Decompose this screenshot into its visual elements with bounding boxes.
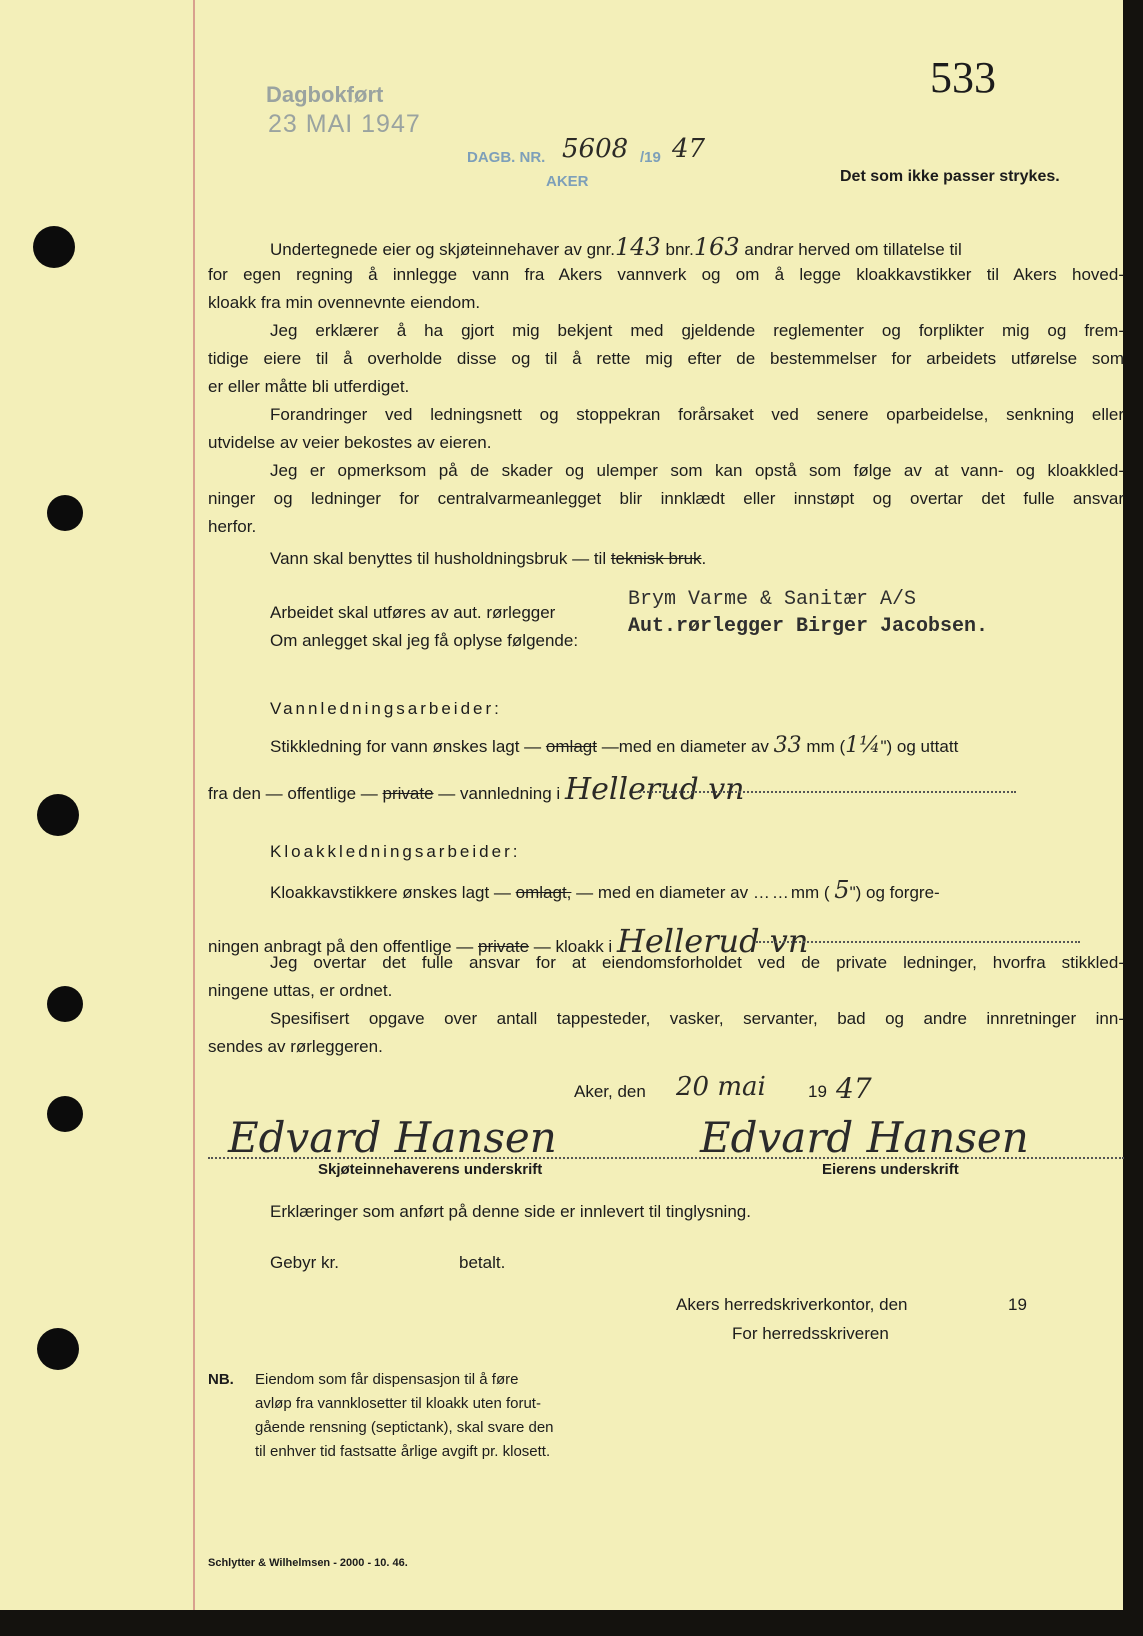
kloakk-text-f: — kloakk i: [533, 937, 613, 956]
paragraph-3: [208, 401, 1124, 457]
printer-imprint: Schlytter & Wilhelmsen - 2000 - 10. 46.: [208, 1557, 408, 1569]
vann-line2: [208, 772, 744, 807]
signature-dotline: [208, 1157, 1124, 1159]
kloakk-line1: Kloakkavstikkere ønskes lagt — omlagt, — med en diameter av ……mm ( 5") og forgre-: [270, 876, 940, 904]
kloakk-text-a: Kloakkavstikkere ønskes lagt —: [270, 883, 511, 902]
vann-text-c: mm (: [806, 737, 846, 756]
p4-line2: ninger og ledninger for centralvarmeanlegget blir innklædt eller innstøpt og overtar det fulle ansvar: [208, 489, 1124, 508]
date-year: 47: [836, 1072, 872, 1105]
vann-text-a: Stikkledning for vann ønskes lagt —: [270, 737, 542, 756]
kloakk-inch-value: 5: [834, 876, 850, 904]
page-number: 533: [930, 53, 996, 102]
office-year: 19: [1008, 1295, 1027, 1314]
kloakk-road-dotline: [756, 941, 1080, 943]
holder-signature: Edvard Hansen: [228, 1113, 557, 1162]
dagb-label: DAGB. NR.: [467, 149, 546, 166]
punch-hole-6: [37, 1328, 79, 1370]
vann-struck-private: private: [382, 784, 434, 803]
punch-hole-2: [47, 495, 83, 531]
punch-hole-1: [33, 226, 75, 268]
vann-road: Hellerud vn: [564, 772, 745, 807]
p2-line1: Jeg erklærer å ha gjort mig bekjent med gjeldende reglementer og forplikter mig og frem-: [270, 321, 1124, 340]
kloakk-heading: Kloakkledningsarbeider:: [270, 842, 521, 861]
p1-text-a: Undertegnede eier og skjøteinnehaver av gnr.: [270, 240, 615, 259]
p4-line1: Jeg er opmerksom på de skader og ulemper som kan opstå som følge av at vann- og kloakkled-: [270, 461, 1124, 480]
p1-text-b: bnr.: [665, 240, 694, 259]
bnr-value: 163: [693, 233, 740, 261]
paragraph-2: [208, 317, 1124, 401]
gebyr-paid: betalt.: [459, 1253, 506, 1272]
kloakk-struck-private: private: [478, 937, 530, 956]
p1-line2: for egen regning å innlegge vann fra Akers vannverk og om å legge kloakkavstikker til Akers hoved-: [208, 265, 1124, 284]
punch-hole-5: [47, 1096, 83, 1132]
vann-struck-omlagt: omlagt: [545, 737, 597, 756]
kloakk-road: Hellerud vn: [616, 922, 809, 960]
p5-struck: teknisk bruk: [610, 549, 702, 568]
p3-line2: utvidelse av veier bekostes av eieren.: [208, 433, 492, 452]
p3-line1: Forandringer ved ledningsnett og stoppekran forårsaket ved senere oparbeidelse, senkning eller: [270, 405, 1124, 424]
p4-line3: herfor.: [208, 517, 257, 536]
nb-line3: gående rensning (septictank), skal svare den: [255, 1419, 554, 1436]
punch-hole-3: [37, 794, 79, 836]
vann-inch-value: 1¼: [845, 733, 881, 758]
p8-line1: Spesifisert opgave over antall tappesteder, vasker, servanter, bad og andre innretninger inn-: [270, 1009, 1124, 1028]
p1-line3: kloakk fra min ovennevnte eiendom.: [208, 293, 481, 312]
nb-line2: avløp fra vannklosetter til kloakk uten forut-: [255, 1395, 541, 1412]
p2-line3: er eller måtte bli utferdiget.: [208, 377, 410, 396]
holder-caption: Skjøteinnehaverens underskrift: [318, 1161, 543, 1178]
instruction: Det som ikke passer strykes.: [840, 168, 1060, 185]
paragraph-7: [208, 949, 1124, 1005]
kloakk-text-d: ") og forgre-: [849, 883, 940, 902]
stamp-date: 23 MAI 1947: [268, 110, 421, 138]
date-year-prefix: 19: [808, 1082, 827, 1101]
p1-line1: [208, 233, 1124, 261]
erklaering-text: Erklæringer som anført på denne side er innlevert til tinglysning.: [270, 1202, 751, 1221]
gnr-value: 143: [614, 233, 661, 261]
kloakk-text-b: — med en diameter av: [576, 883, 749, 902]
p1-text-c: andrar herved om tillatelse til: [744, 240, 962, 259]
p7-line2: ningene uttas, er ordnet.: [208, 981, 393, 1000]
owner-signature: Edvard Hansen: [700, 1113, 1029, 1162]
dagb-year-prefix: /19: [640, 149, 661, 166]
vann-road-dotline: [636, 791, 1016, 793]
office-line1: Akers herredskriverkontor, den: [676, 1295, 908, 1314]
paragraph-4: [208, 457, 1124, 541]
gebyr-label: Gebyr kr.: [270, 1253, 339, 1272]
scan-border-bottom: [0, 1610, 1143, 1636]
date-day-month: 20 mai: [676, 1072, 766, 1102]
kloakk-text-c: mm (: [790, 883, 830, 902]
dagb-number: 5608: [562, 134, 629, 164]
office-line2: For herredsskriveren: [732, 1324, 889, 1343]
rorlegger-company: Brym Varme & Sanitær A/S: [628, 588, 917, 611]
vann-text-d: ") og uttatt: [880, 737, 959, 756]
kloakk-struck-omlagt: omlagt,: [515, 883, 572, 902]
punch-hole-4: [47, 986, 83, 1022]
margin-line: [193, 0, 195, 1610]
paragraph-5: [208, 545, 1124, 573]
p5-line: [208, 545, 1124, 573]
vann-line1: [270, 733, 958, 758]
dagb-place: AKER: [546, 173, 589, 190]
p2-line2: tidige eiere til å overholde disse og til å rette mig efter de bestemmelser for arbeidets utførelse som: [208, 349, 1124, 368]
vann-heading: Vannledningsarbeider:: [270, 699, 502, 718]
dagb-year: 47: [672, 134, 706, 164]
paragraph-8: [208, 1005, 1124, 1061]
vann-mm-value: 33: [773, 733, 802, 758]
rorlegger-name: Aut.rørlegger Birger Jacobsen.: [628, 615, 989, 638]
paragraph-1: [208, 233, 1124, 317]
kloakk-text-e: ningen anbragt på den offentlige —: [208, 937, 474, 956]
p5-end: .: [701, 549, 707, 568]
vann-text-e: fra den — offentlige —: [208, 784, 378, 803]
vann-text-b: —med en diameter av: [601, 737, 769, 756]
p5-text: Vann skal benyttes til husholdningsbruk — til: [270, 549, 607, 568]
owner-caption: Eierens underskrift: [822, 1161, 959, 1178]
p8-line2: sendes av rørleggeren.: [208, 1037, 383, 1056]
p7-line1: Jeg overtar det fulle ansvar for at eiendomsforholdet ved de private ledninger, hvorfra stikkled-: [270, 953, 1124, 972]
nb-line4: til enhver tid fastsatte årlige avgift pr. klosett.: [255, 1443, 551, 1460]
nb-line1: Eiendom som får dispensasjon til å føre: [255, 1371, 519, 1388]
nb-label: NB.: [208, 1371, 234, 1388]
vann-text-f: — vannledning i: [438, 784, 561, 803]
rorlegger-text: Arbeidet skal utføres av aut. rørlegger: [270, 603, 556, 622]
stamp-line1: Dagbokført: [266, 82, 384, 107]
oplyse-text: Om anlegget skal jeg få oplyse følgende:: [270, 631, 579, 650]
date-label: Aker, den: [574, 1082, 646, 1101]
scan-border-right: [1123, 0, 1143, 1636]
